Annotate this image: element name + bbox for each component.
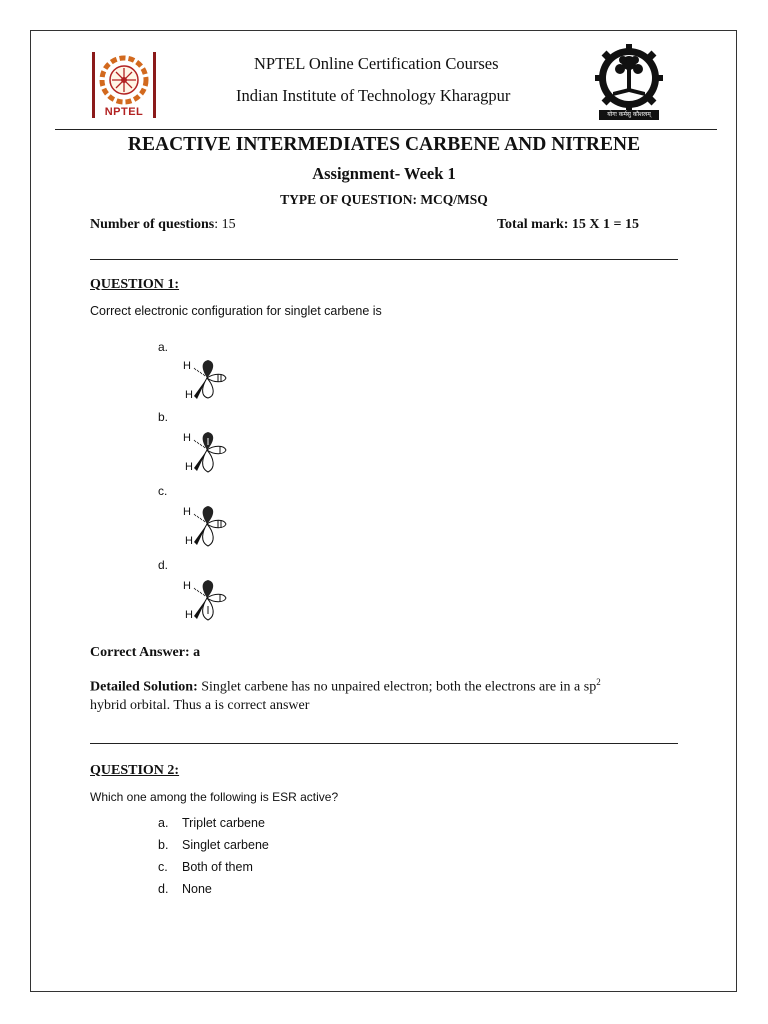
nptel-logo-text: NPTEL <box>104 106 144 118</box>
q1-solution <box>90 677 601 696</box>
total-mark: Total mark: 15 X 1 = 15 <box>497 217 640 232</box>
section-divider-2 <box>90 743 678 744</box>
q1-solution-sup: 2 <box>596 677 601 687</box>
num-questions-value: : 15 <box>214 217 236 232</box>
q2-option-letter: c. <box>158 860 168 874</box>
q1-solution-label: Detailed Solution: <box>90 679 198 695</box>
q2-option-label: None <box>182 882 212 896</box>
q2-option-letter: b. <box>158 838 169 852</box>
question-type: TYPE OF QUESTION: MCQ/MSQ <box>280 192 488 207</box>
q1-correct-answer: Correct Answer: a <box>90 645 201 660</box>
q1-text: Correct electronic configuration for singlet carbene is <box>90 304 382 318</box>
assignment-title: Assignment- Week 1 <box>312 164 456 183</box>
h-top-label: H <box>183 506 191 518</box>
q2-option-b[interactable] <box>158 838 269 852</box>
q2-text: Which one among the following is ESR active? <box>90 790 339 804</box>
iit-kharagpur-logo <box>593 44 665 122</box>
q2-option-a[interactable] <box>158 816 265 830</box>
q1-option-c-figure[interactable] <box>180 502 250 554</box>
q2-option-c[interactable] <box>158 860 253 874</box>
num-questions <box>90 217 236 233</box>
q2-option-letter: a. <box>158 816 169 830</box>
q2-option-label: Triplet carbene <box>182 816 265 830</box>
h-top-label: H <box>183 432 191 444</box>
q1-option-d-figure[interactable] <box>180 576 250 628</box>
q1-option-d-letter: d. <box>158 558 169 572</box>
q2-option-d[interactable] <box>158 882 212 896</box>
header-line2: Indian Institute of Technology Kharagpur <box>236 86 511 105</box>
q2-option-letter: d. <box>158 882 169 896</box>
iit-logo-motto: योगः कर्मसु कौशलम् <box>607 111 651 118</box>
q2-option-label: Singlet carbene <box>182 838 269 852</box>
nptel-logo <box>90 50 158 122</box>
q1-option-b-letter: b. <box>158 410 169 424</box>
q2-option-label: Both of them <box>182 860 253 874</box>
q1-option-c-letter: c. <box>158 484 168 498</box>
q1-solution-line2: hybrid orbital. Thus a is correct answer <box>90 698 310 713</box>
num-questions-label: Number of questions <box>90 217 215 232</box>
section-divider-1 <box>90 259 678 260</box>
h-bottom-label: H <box>185 609 193 621</box>
h-top-label: H <box>183 360 191 372</box>
q2-heading: QUESTION 2: <box>90 763 180 778</box>
q1-heading: QUESTION 1: <box>90 277 180 292</box>
q1-solution-text-1: Singlet carbene has no unpaired electron; both the electrons are in a sp <box>197 679 597 695</box>
h-bottom-label: H <box>185 535 193 547</box>
q1-option-b-figure[interactable] <box>180 428 250 480</box>
header-line1: NPTEL Online Certification Courses <box>254 54 499 73</box>
q1-option-a-letter: a. <box>158 340 169 354</box>
q1-option-a-figure[interactable] <box>180 356 250 406</box>
header-divider <box>55 129 717 130</box>
page-title: REACTIVE INTERMEDIATES CARBENE AND NITRENE <box>127 134 641 155</box>
h-top-label: H <box>183 580 191 592</box>
h-bottom-label: H <box>185 389 193 401</box>
h-bottom-label: H <box>185 461 193 473</box>
